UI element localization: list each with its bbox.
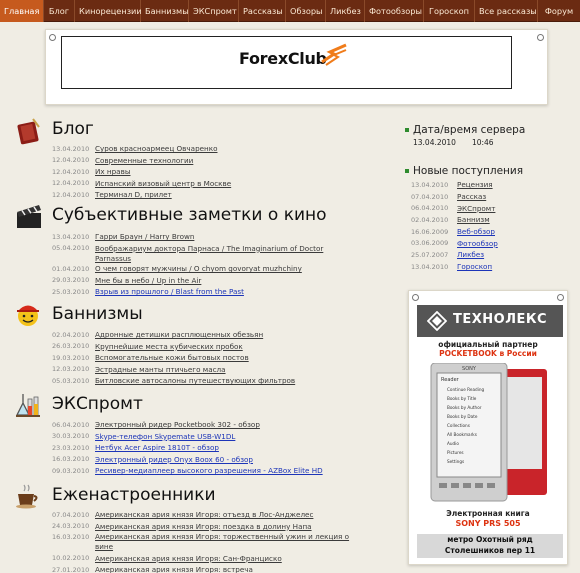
item-link[interactable]: Баннизм xyxy=(457,215,490,225)
item-link[interactable]: Ресивер-медиаплеер высокого разрешения - AZBox Elite HD xyxy=(95,466,323,476)
list-item xyxy=(411,214,523,226)
svg-text:Books by Title: Books by Title xyxy=(447,396,477,401)
list-item xyxy=(52,352,295,364)
item-link[interactable]: Веб-обзор xyxy=(457,227,495,237)
list-item xyxy=(52,509,349,521)
item-date: 12.04.2010 xyxy=(52,156,90,165)
list-item xyxy=(52,243,323,255)
list-item xyxy=(52,564,349,573)
forex-club-ad[interactable] xyxy=(61,36,512,89)
technolex-header xyxy=(417,305,563,337)
item-link[interactable]: Американская ария князя Игоря: Сан-Франциско xyxy=(95,553,282,563)
item-date: 13.04.2010 xyxy=(52,144,90,153)
list-item xyxy=(52,329,295,341)
item-link[interactable]: Крупнейшие места кубических пробок xyxy=(95,341,243,351)
pin-icon xyxy=(557,294,564,301)
item-link[interactable]: Испанский визовый центр в Москве xyxy=(95,178,232,188)
book-icon xyxy=(14,117,42,145)
pin-icon xyxy=(49,34,56,41)
partner-text: официальный партнер xyxy=(438,340,538,349)
ebook-text: Электронная книга xyxy=(446,509,530,518)
section-movie-notes xyxy=(14,202,394,297)
item-link[interactable]: Рецензия xyxy=(457,180,493,190)
item-link[interactable]: Электронный ридер Onyx Boox 60 - обзор xyxy=(95,454,253,464)
pin-icon xyxy=(412,294,419,301)
item-date: 05.04.2010 xyxy=(52,244,90,253)
server-time: 10:46 xyxy=(471,138,494,147)
item-link[interactable]: Skype-телефон Skypemate USB-W1DL xyxy=(95,431,236,441)
item-date: 25.07.2007 xyxy=(411,250,449,259)
nav-item-all-stories[interactable]: Все рассказы xyxy=(475,0,538,22)
item-link[interactable]: О чем говорят мужчины / O chyom govoryat muzhchiny xyxy=(95,264,302,274)
item-link[interactable]: Гарри Браун / Harry Brown xyxy=(95,232,195,242)
server-date: 13.04.2010 xyxy=(413,138,456,147)
forex-club-logo: ForexClub xyxy=(239,49,327,68)
nav-item-forum[interactable]: Форум xyxy=(544,6,574,16)
item-link[interactable]: Американская ария князя Игоря: отъезд в Лос-Анджелес xyxy=(95,510,314,520)
list-item xyxy=(52,419,323,431)
item-link[interactable]: Мне бы в небо / Up in the Air xyxy=(95,275,202,285)
list-item xyxy=(411,191,523,203)
item-date: 13.04.2010 xyxy=(411,180,449,189)
item-date: 05.03.2010 xyxy=(52,376,90,385)
main-navigation xyxy=(0,0,580,22)
item-date: 27.01.2010 xyxy=(52,565,90,573)
server-time-values xyxy=(413,138,525,147)
list-item xyxy=(52,375,295,387)
item-link[interactable]: Электронный ридер Pocketbook 302 - обзор xyxy=(95,420,260,430)
item-link[interactable]: Рассказ xyxy=(457,192,487,202)
svg-text:Books by Author: Books by Author xyxy=(447,405,482,410)
list-item xyxy=(52,553,349,565)
list-item xyxy=(52,254,323,263)
section-daily-moods xyxy=(14,482,394,573)
list-item xyxy=(52,521,349,533)
item-date: 06.04.2010 xyxy=(411,204,449,213)
list-item xyxy=(52,231,323,243)
nav-item-horoscope[interactable]: Гороскоп xyxy=(424,0,475,22)
item-date: 25.03.2010 xyxy=(52,287,90,296)
smiley-cap-icon xyxy=(14,300,42,328)
nav-item-movie-reviews[interactable]: Кинорецензии xyxy=(75,0,141,22)
item-link[interactable]: Воображариум доктора Парнаса / The Imaginarium of Doctor xyxy=(95,243,324,253)
list-item xyxy=(411,226,523,238)
item-date: 06.04.2010 xyxy=(52,420,90,429)
svg-text:SONY: SONY xyxy=(462,366,476,372)
news-list xyxy=(52,231,323,298)
news-list xyxy=(52,143,231,201)
item-date: 12.04.2010 xyxy=(52,167,90,176)
item-date: 02.04.2010 xyxy=(411,215,449,224)
server-time-label: Дата/время сервера xyxy=(413,124,526,136)
svg-text:Collections: Collections xyxy=(447,423,470,428)
news-list xyxy=(52,509,349,573)
svg-text:Reader: Reader xyxy=(441,377,459,383)
section-title[interactable]: Баннизмы xyxy=(52,304,143,324)
item-date: 16.03.2010 xyxy=(52,455,90,464)
coffee-cup-icon xyxy=(14,482,42,510)
item-date: 30.03.2010 xyxy=(52,432,90,441)
item-link[interactable]: Гороскоп xyxy=(457,262,493,272)
item-date: 07.04.2010 xyxy=(52,510,90,519)
server-time-title xyxy=(405,124,525,136)
item-date: 13.04.2010 xyxy=(411,262,449,271)
address-line: метро Охотный ряд xyxy=(447,535,533,544)
nav-item-reviews[interactable]: Обзоры xyxy=(286,0,326,22)
pin-icon xyxy=(537,34,544,41)
item-link[interactable]: Эстрадные манты птичьего масла xyxy=(95,364,226,374)
forex-mark-icon xyxy=(320,42,348,66)
bullet-icon xyxy=(405,128,409,132)
item-date: 29.03.2010 xyxy=(52,276,90,285)
ebook-readers-image xyxy=(427,363,551,503)
item-link[interactable]: Ликбез xyxy=(457,250,485,260)
item-link[interactable]: Американская ария князя Игоря: торжественный ужин и лекция о xyxy=(95,532,350,541)
svg-text:Audio: Audio xyxy=(447,441,459,446)
news-list xyxy=(52,419,323,477)
list-item xyxy=(52,286,323,298)
item-link[interactable]: Parnassus xyxy=(95,254,131,263)
item-date: 16.03.2010 xyxy=(52,532,90,541)
top-banner xyxy=(45,29,548,105)
list-item xyxy=(52,341,295,353)
item-link[interactable]: Адронные детишки расплющенных обезьян xyxy=(95,330,264,340)
news-list xyxy=(52,329,295,387)
item-link[interactable]: Фотообзор xyxy=(457,238,498,248)
section-title[interactable]: Субъективные заметки о кино xyxy=(52,205,327,225)
new-arrivals-title xyxy=(405,165,523,177)
list-item xyxy=(52,155,231,167)
list-item xyxy=(52,454,323,466)
list-item xyxy=(411,202,523,214)
technolex-ad[interactable] xyxy=(408,290,568,565)
lab-flask-icon xyxy=(14,391,42,419)
nav-item-stories[interactable]: Рассказы xyxy=(239,0,286,22)
nav-item-blog[interactable]: Блог xyxy=(44,0,75,22)
nav-item-home[interactable]: Главная xyxy=(0,0,44,22)
nav-item-exspromt[interactable]: ЭКСпромт xyxy=(189,0,239,22)
item-date: 02.04.2010 xyxy=(52,330,90,339)
nav-item-photo-reviews[interactable]: Фотообзоры xyxy=(365,0,424,22)
technolex-name: ТЕХНОЛЕКС xyxy=(453,312,548,327)
item-date: 09.03.2010 xyxy=(52,466,90,475)
server-time-block xyxy=(405,124,525,147)
list-item xyxy=(52,442,323,454)
list-item xyxy=(411,261,523,273)
new-arrivals-label: Новые поступления xyxy=(413,165,524,177)
list-item xyxy=(52,431,323,443)
item-date: 12.03.2010 xyxy=(52,365,90,374)
section-title[interactable]: Блог xyxy=(52,119,94,139)
section-blog xyxy=(14,117,394,200)
item-date: 07.04.2010 xyxy=(411,192,449,201)
item-link[interactable]: Нетбук Acer Aspire 1810T - обзор xyxy=(95,443,219,453)
list-item xyxy=(52,541,349,553)
svg-text:Books by Date: Books by Date xyxy=(447,414,478,419)
list-item xyxy=(52,178,231,190)
section-exspromt xyxy=(14,391,394,479)
section-title[interactable]: ЭКСпромт xyxy=(52,394,143,414)
item-link[interactable]: Взрыв из прошлого / Blast from the Past xyxy=(95,287,244,297)
svg-text:All Bookmarks: All Bookmarks xyxy=(447,432,477,437)
list-item xyxy=(52,263,323,275)
technolex-logo-icon xyxy=(427,311,447,331)
item-date: 10.02.2010 xyxy=(52,554,90,563)
item-link[interactable]: Их нравы xyxy=(95,167,131,177)
list-item xyxy=(52,275,323,287)
new-arrivals-block xyxy=(405,165,523,273)
item-date: 19.03.2010 xyxy=(52,353,90,362)
list-item xyxy=(411,237,523,249)
section-bannisms xyxy=(14,300,394,388)
list-item xyxy=(52,189,231,201)
item-link[interactable]: Современные технологии xyxy=(95,155,194,165)
svg-text:Pictures: Pictures xyxy=(447,450,464,455)
item-date: 03.06.2009 xyxy=(411,239,449,248)
list-item xyxy=(52,143,231,155)
item-link[interactable]: Американская ария князя Игоря: встреча xyxy=(95,565,253,573)
item-link[interactable]: Терминал D, прилет xyxy=(95,190,172,200)
item-link[interactable]: вине xyxy=(95,542,114,552)
item-link[interactable]: ЭКСпромт xyxy=(457,203,496,213)
item-link[interactable]: Американская ария князя Игоря: поездка в долину Напа xyxy=(95,521,312,531)
nav-item-bannisms[interactable]: Баннизмы xyxy=(141,0,189,22)
item-date: 23.03.2010 xyxy=(52,443,90,452)
item-link[interactable]: Битловские автосалоны путешествующих фильтров xyxy=(95,376,296,386)
pocketbook-text: POCKETBOOK в России xyxy=(439,349,537,358)
address-box xyxy=(417,534,563,558)
item-date: 13.04.2010 xyxy=(52,232,90,241)
item-date: 12.04.2010 xyxy=(52,179,90,188)
bullet-icon xyxy=(405,169,409,173)
item-date: 16.06.2009 xyxy=(411,227,449,236)
item-link[interactable]: Суров красноармеец Овчаренко xyxy=(95,144,218,154)
item-date: 12.04.2010 xyxy=(52,190,90,199)
list-item xyxy=(52,364,295,376)
list-item xyxy=(411,179,523,191)
item-link[interactable]: Вспомогательные кожи бытовых постов xyxy=(95,353,249,363)
list-item xyxy=(52,532,349,541)
svg-text:Continue Reading: Continue Reading xyxy=(447,387,485,392)
model-text: SONY PRS 505 xyxy=(455,519,521,528)
item-date: 26.03.2010 xyxy=(52,342,90,351)
list-item xyxy=(411,249,523,261)
item-date: 01.04.2010 xyxy=(52,264,90,273)
item-date: 24.03.2010 xyxy=(52,522,90,531)
address-line: Столешников пер 11 xyxy=(444,546,536,555)
list-item xyxy=(52,166,231,178)
svg-text:Settings: Settings xyxy=(447,459,465,464)
list-item xyxy=(52,465,323,477)
nav-item-likbez[interactable]: Ликбез xyxy=(326,0,365,22)
clapperboard-icon xyxy=(14,202,44,230)
section-title[interactable]: Еженастроенники xyxy=(52,485,216,505)
